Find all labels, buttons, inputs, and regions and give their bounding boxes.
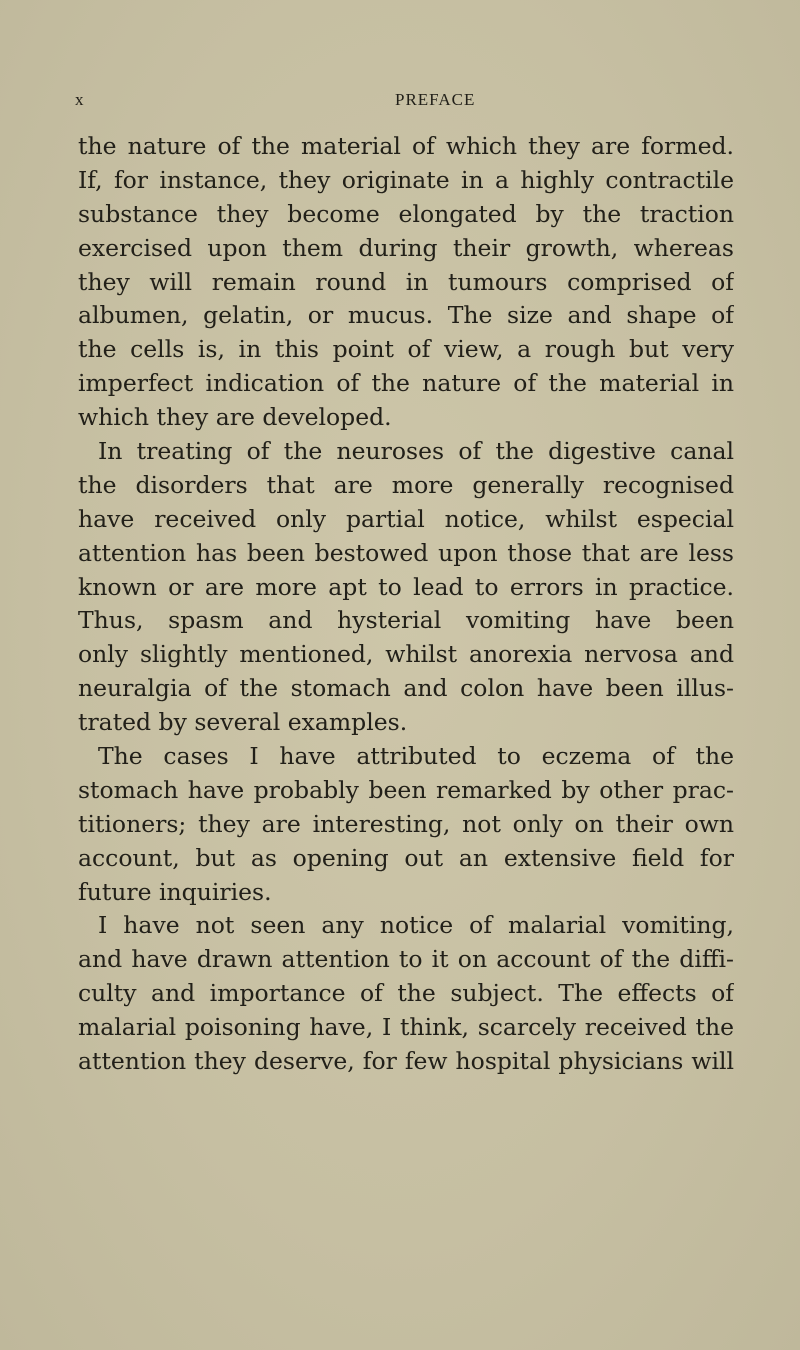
text-line: stomach have probably been remarked by other prac- bbox=[78, 775, 734, 804]
text-line: attention has been bestowed upon those that are less bbox=[78, 538, 734, 567]
text-line: attention they deserve, for few hospital physicians will bbox=[78, 1047, 734, 1076]
text-line: they will remain round in tumours comprised of bbox=[78, 267, 734, 296]
page-header bbox=[0, 88, 800, 114]
text-line: only slightly mentioned, whilst anorexia nervosa and bbox=[78, 640, 734, 669]
text-line: account, but as opening out an extensive field for bbox=[78, 843, 734, 872]
text-line: which they are developed. bbox=[78, 403, 392, 432]
text-line: culty and importance of the subject. The effects of bbox=[78, 979, 734, 1008]
text-line: Thus, spasm and hysterial vomiting have been bbox=[78, 606, 734, 635]
text-line: future inquiries. bbox=[78, 877, 272, 906]
text-line: I have not seen any notice of malarial vomiting, bbox=[98, 911, 734, 940]
text-line: The cases I have attributed to eczema of the bbox=[98, 742, 734, 771]
text-line: In treating of the neuroses of the digestive canal bbox=[98, 437, 734, 466]
body-text bbox=[78, 130, 734, 1079]
text-line: known or are more apt to lead to errors in practice. bbox=[78, 572, 734, 601]
text-line: substance they become elongated by the traction bbox=[78, 199, 734, 228]
text-line: exercised upon them during their growth, whereas bbox=[78, 233, 734, 262]
text-line: the disorders that are more generally recognised bbox=[78, 470, 734, 499]
text-line: and have drawn attention to it on account of the diffi- bbox=[78, 945, 734, 974]
text-line: the nature of the material of which they are formed. bbox=[78, 132, 734, 160]
text-line: trated by several examples. bbox=[78, 708, 408, 737]
text-line: imperfect indication of the nature of the material in bbox=[78, 369, 734, 398]
text-line: malarial poisoning have, I think, scarcely received the bbox=[78, 1013, 734, 1042]
text-line: If, for instance, they originate in a highly contractile bbox=[78, 165, 734, 194]
text-line: titioners; they are interesting, not only on their own bbox=[78, 809, 734, 838]
text-line: neuralgia of the stomach and colon have been illus- bbox=[78, 674, 734, 703]
text-line: the cells is, in this point of view, a rough but very bbox=[78, 335, 734, 364]
text-line: albumen, gelatin, or mucus. The size and shape of bbox=[78, 301, 734, 330]
page-number: x bbox=[75, 90, 85, 109]
running-head: PREFACE bbox=[395, 90, 476, 109]
text-line: have received only partial notice, whilst especial bbox=[78, 504, 734, 533]
